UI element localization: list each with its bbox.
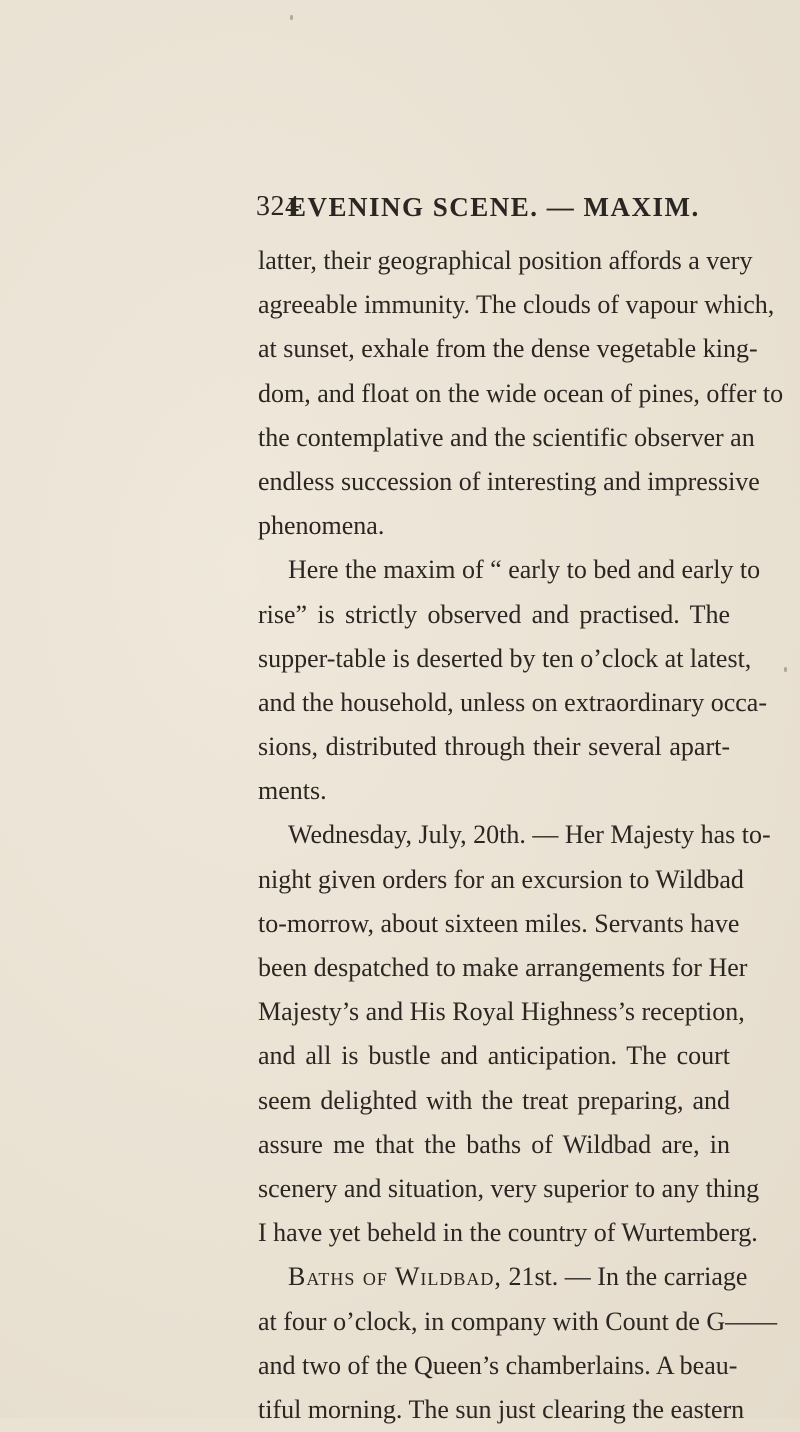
text-line: supper-table is deserted by ten o’clock at latest, [258,643,752,673]
text-line: I have yet beheld in the country of Wurtemberg. [258,1218,758,1248]
text-line: endless succession of interesting and impressive [258,466,760,496]
paper-speck [784,667,787,672]
text-line-baths-heading [258,1255,748,1299]
text-line: latter, their geographical position affords a very [258,246,753,275]
text-line: Wednesday, July, 20th. — Her Majesty has to- [288,820,771,850]
section-heading-rest: 21st. — In the carriage [508,1262,748,1292]
text-line: seem delighted with the treat preparing, and [258,1085,730,1115]
text-line: scenery and situation, very superior to any thing [258,1173,760,1203]
text-line: agreeable immunity. The clouds of vapour which, [258,290,775,320]
text-line: to-morrow, about sixteen miles. Servants have [258,908,740,938]
body-text [258,239,784,1432]
text-line: and the household, unless on extraordinary occa- [258,687,768,717]
text-line: phenomena. [258,511,385,541]
text-line: sions, distributed through their several apart- [258,732,730,762]
text-line: ments. [258,776,327,806]
text-line: and all is bustle and anticipation. The court [258,1041,730,1071]
text-line: and two of the Queen’s chamberlains. A beau- [258,1350,738,1380]
text-line: dom, and float on the wide ocean of pines, offer to [258,378,784,408]
text-line: Majesty’s and His Royal Highness’s reception, [258,997,745,1027]
text-line: Here the maxim of “ early to bed and early to [288,555,761,585]
section-heading: Baths of Wildbad, [288,1262,502,1292]
text-line: the contemplative and the scientific observer an [258,422,755,452]
text-line: at four o’clock, in company with Count de G—— [258,1306,778,1336]
text-line: been despatched to make arrangements for Her [258,953,748,982]
text-line: rise” is strictly observed and practised. The [258,599,730,629]
text-line: at sunset, exhale from the dense vegetable king- [258,334,758,364]
running-head: EVENING SCENE. — MAXIM. [288,192,700,222]
page-number: 324 [256,191,300,222]
text-line: tiful morning. The sun just clearing the eastern [258,1394,745,1424]
page-header [256,189,776,225]
text-line: assure me that the baths of Wildbad are, in [258,1129,730,1159]
text-line: night given orders for an excursion to Wildbad [258,864,744,894]
paper-speck [290,15,293,20]
